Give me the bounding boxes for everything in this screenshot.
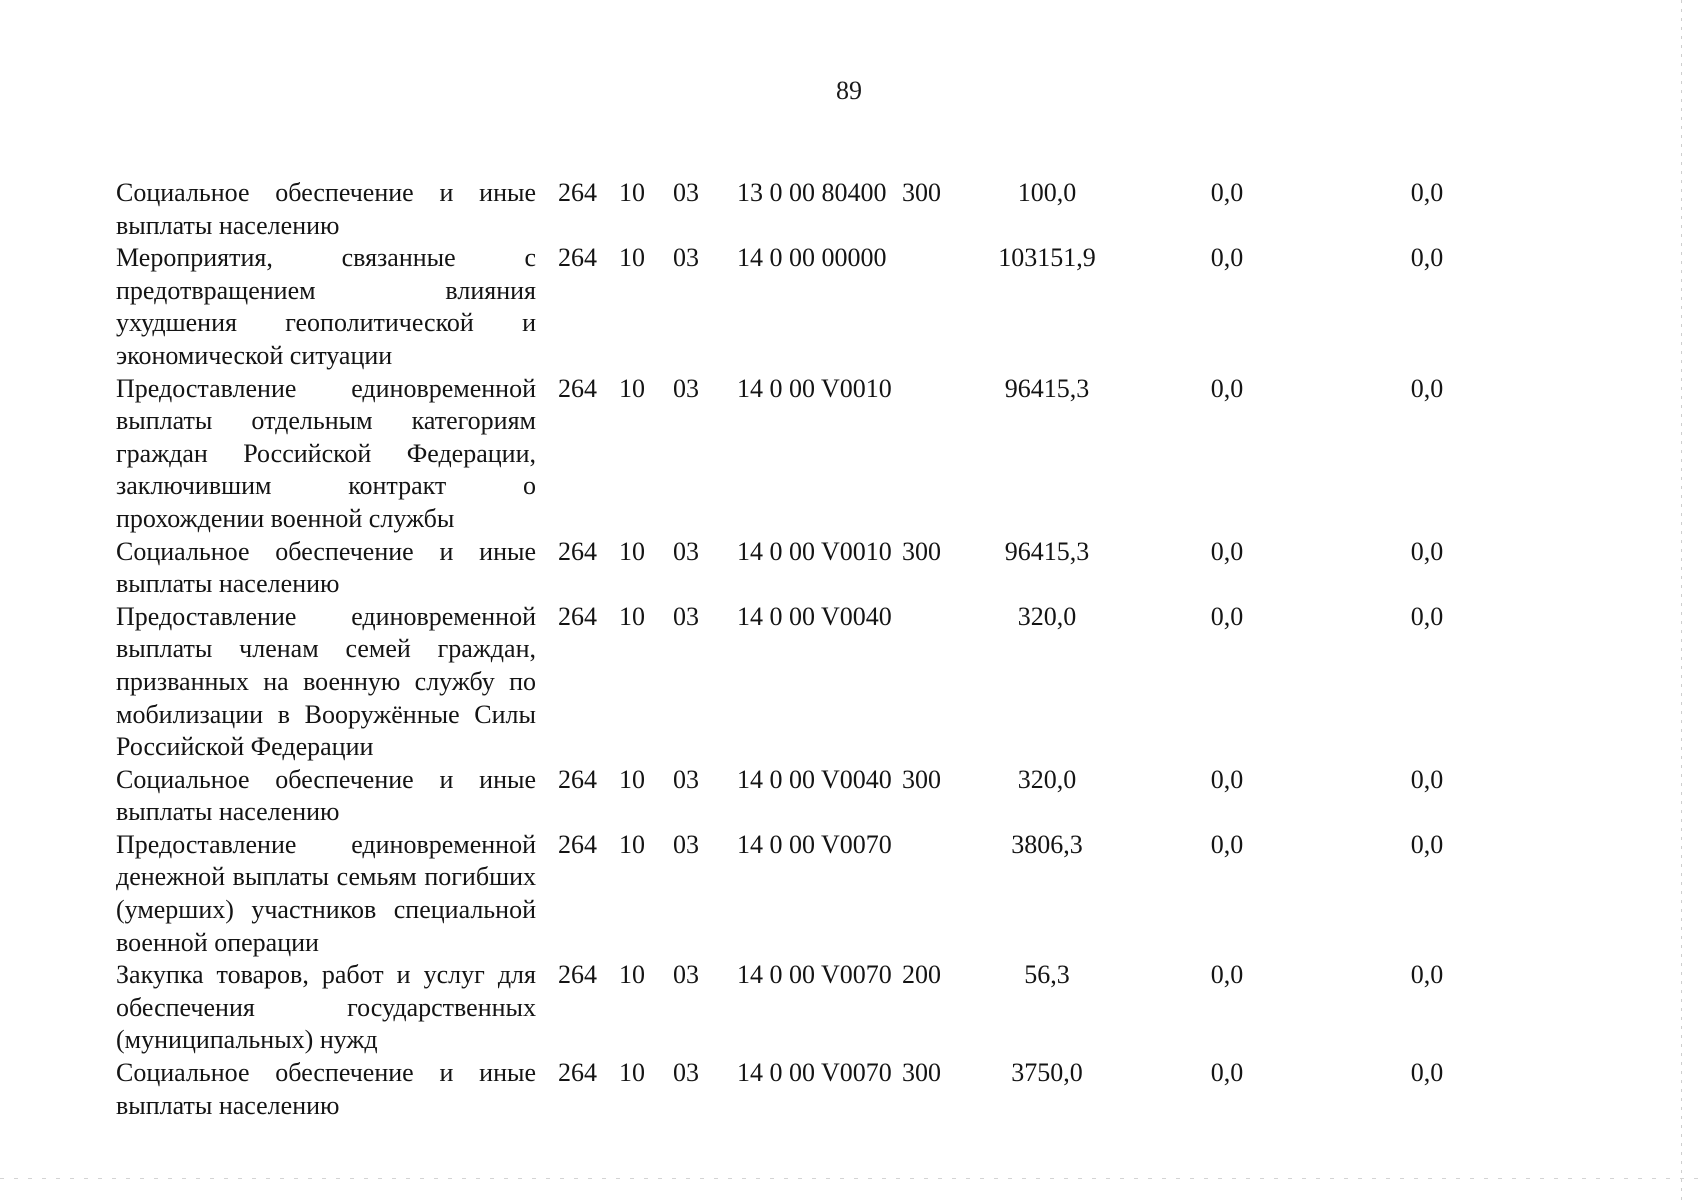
row-amount-3: 0,0 — [1410, 243, 1444, 273]
row-amount-1: 320,0 — [1017, 764, 1077, 794]
row-ministry-code: 264 — [558, 243, 597, 273]
row-name: Социальное обеспечение и иные выплаты населению — [116, 1058, 536, 1120]
row-name: Социальное обеспечение и иные выплаты населению — [116, 178, 536, 240]
row-amount-2: 0,0 — [1210, 601, 1244, 631]
row-name: Социальное обеспечение и иные выплаты населению — [116, 536, 536, 599]
row-subsection-code: 03 — [673, 178, 699, 207]
row-name: Закупка товаров, работ и услуг для обеспечения государственных (муниципальных) нужд — [116, 960, 536, 1055]
row-ministry-code: 264 — [558, 764, 597, 794]
table-row — [116, 1057, 1616, 1122]
budget-table — [116, 177, 1616, 1122]
row-section-code: 10 — [619, 536, 645, 566]
row-amount-1: 96415,3 — [1004, 536, 1090, 566]
row-ministry-code: 264 — [558, 373, 597, 403]
row-target-article: 13 0 00 80400 — [737, 178, 887, 207]
row-amount-1: 103151,9 — [998, 243, 1096, 273]
row-subsection-code: 03 — [673, 373, 699, 403]
row-subsection-code: 03 — [673, 829, 699, 859]
row-target-article: 14 0 00 V0070 — [737, 960, 892, 990]
row-amount-3: 0,0 — [1410, 601, 1444, 631]
row-amount-3: 0,0 — [1410, 1058, 1444, 1088]
table-row — [116, 764, 1616, 829]
row-ministry-code: 264 — [558, 178, 597, 207]
row-subsection-code: 03 — [673, 960, 699, 990]
scan-edge-right — [1681, 0, 1682, 1200]
row-amount-3: 0,0 — [1410, 764, 1444, 794]
row-target-article: 14 0 00 V0040 — [737, 764, 892, 794]
row-target-article: 14 0 00 V0010 — [737, 373, 892, 403]
row-section-code: 10 — [619, 829, 645, 859]
row-ministry-code: 264 — [558, 536, 597, 566]
row-amount-2: 0,0 — [1210, 764, 1244, 794]
page-number: 89 — [836, 76, 862, 105]
row-target-article: 14 0 00 V0070 — [737, 829, 892, 859]
row-amount-2: 0,0 — [1210, 373, 1244, 403]
row-amount-1: 3806,3 — [1011, 829, 1083, 859]
row-amount-2: 0,0 — [1210, 960, 1244, 990]
row-name: Предоставление единовременной выплаты членам семей граждан, призванных на военную службу по мобилизации в Вооружённые Силы Российской Федерации — [116, 601, 536, 762]
row-subsection-code: 03 — [673, 536, 699, 566]
row-section-code: 10 — [619, 178, 645, 207]
row-target-article: 14 0 00 V0070 — [737, 1058, 892, 1088]
row-amount-2: 0,0 — [1210, 1058, 1244, 1088]
row-amount-2: 0,0 — [1210, 178, 1244, 207]
row-subsection-code: 03 — [673, 1058, 699, 1088]
table-row — [116, 959, 1616, 1057]
row-section-code: 10 — [619, 764, 645, 794]
row-ministry-code: 264 — [558, 829, 597, 859]
row-amount-3: 0,0 — [1410, 178, 1444, 207]
row-amount-1: 3750,0 — [1011, 1058, 1083, 1088]
row-expense-type: 300 — [902, 178, 941, 207]
row-section-code: 10 — [619, 960, 645, 990]
row-amount-1: 96415,3 — [1004, 373, 1090, 403]
row-subsection-code: 03 — [673, 601, 699, 631]
table-row — [116, 829, 1616, 959]
row-amount-1: 320,0 — [1017, 601, 1077, 631]
row-target-article: 14 0 00 00000 — [737, 243, 887, 273]
row-name: Социальное обеспечение и иные выплаты населению — [116, 764, 536, 827]
row-amount-1: 56,3 — [1024, 960, 1070, 990]
row-amount-3: 0,0 — [1410, 373, 1444, 403]
row-expense-type: 300 — [902, 764, 941, 794]
row-amount-2: 0,0 — [1210, 243, 1244, 273]
row-name: Мероприятия, связанные с предотвращением влияния ухудшения геополитической и экономической ситуации — [116, 243, 536, 370]
row-ministry-code: 264 — [558, 1058, 597, 1088]
scan-edge-bottom — [0, 1178, 1698, 1179]
row-target-article: 14 0 00 V0040 — [737, 601, 892, 631]
row-name: Предоставление единовременной выплаты отдельным категориям граждан Российской Федерации, заключившим контракт о прохождении военной службы — [116, 373, 536, 533]
row-ministry-code: 264 — [558, 601, 597, 631]
row-amount-1: 100,0 — [1017, 178, 1077, 207]
row-amount-3: 0,0 — [1410, 536, 1444, 566]
table-row — [116, 242, 1616, 372]
row-target-article: 14 0 00 V0010 — [737, 536, 892, 566]
row-section-code: 10 — [619, 1058, 645, 1088]
row-ministry-code: 264 — [558, 960, 597, 990]
row-amount-3: 0,0 — [1410, 829, 1444, 859]
table-row — [116, 373, 1616, 536]
table-row — [116, 536, 1616, 601]
row-amount-2: 0,0 — [1210, 829, 1244, 859]
row-expense-type: 200 — [902, 960, 941, 990]
row-amount-2: 0,0 — [1210, 536, 1244, 566]
table-row — [116, 177, 1616, 242]
row-subsection-code: 03 — [673, 764, 699, 794]
row-section-code: 10 — [619, 601, 645, 631]
row-expense-type: 300 — [902, 1058, 941, 1088]
row-subsection-code: 03 — [673, 243, 699, 273]
row-name: Предоставление единовременной денежной выплаты семьям погибших (умерших) участников специальной военной операции — [116, 829, 536, 957]
row-section-code: 10 — [619, 373, 645, 403]
row-section-code: 10 — [619, 243, 645, 273]
row-expense-type: 300 — [902, 536, 941, 566]
row-amount-3: 0,0 — [1410, 960, 1444, 990]
table-row — [116, 601, 1616, 764]
